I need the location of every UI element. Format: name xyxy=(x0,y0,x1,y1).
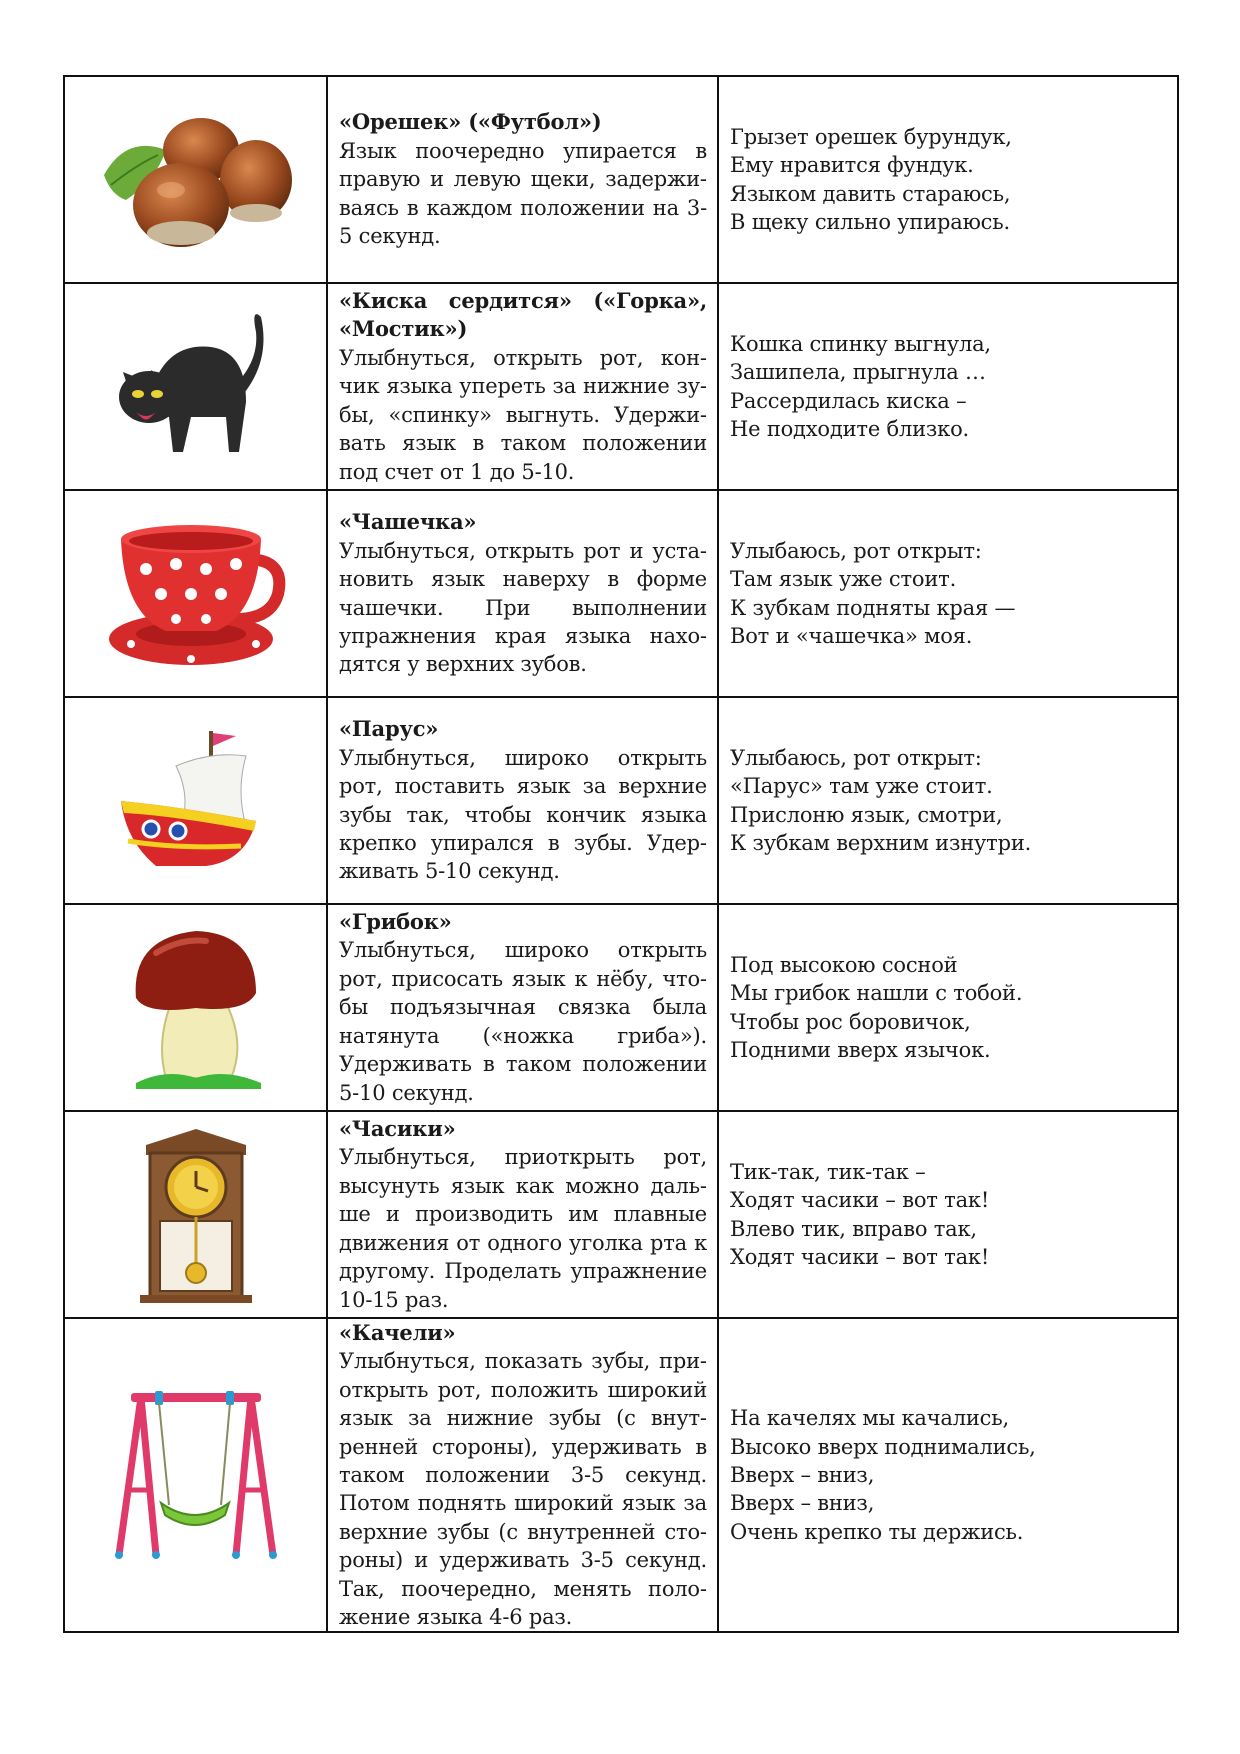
hazelnuts-icon xyxy=(96,105,296,255)
exercise-poem: Улыбаюсь, рот открыт: Там язык уже стоит. К зубкам подняты края — Вот и «чашечка» моя. xyxy=(730,538,1016,648)
exercise-description-cell xyxy=(327,1318,718,1632)
exercise-row-kacheli xyxy=(64,1318,1178,1632)
exercises-table xyxy=(63,75,1179,1633)
exercise-poem-cell xyxy=(718,1318,1178,1632)
exercise-description: Улыбнуться, приоткрыть рот, высунуть язык как можно дальше и производить им плавные движения от одного уголка рта к другому. Проделать упражнение 10-15 раз. xyxy=(339,1145,707,1312)
exercise-image-cell xyxy=(64,904,327,1111)
exercise-poem-cell xyxy=(718,697,1178,904)
exercise-title: «Киска сердится» («Горка», «Мостик») xyxy=(339,288,707,342)
exercise-poem-cell xyxy=(718,76,1178,283)
exercise-description: Язык поочередно упирается в правую и левую щеки, задерживаясь в каждом положении на 3-5 секунд. xyxy=(339,138,707,249)
clock-icon xyxy=(136,1125,256,1305)
exercise-poem-cell xyxy=(718,283,1178,490)
exercise-description-cell xyxy=(327,283,718,490)
exercise-poem: На качелях мы качались, Высоко вверх поднимались, Вверх – вниз, Вверх – вниз, Очень крепко ты держись. xyxy=(730,1406,1036,1544)
exercise-description: Улыбнуться, широко открыть рот, присосать язык к нёбу, чтобы подъязычная связка была натянута («ножка гриба»). Удерживать в таком положении 5-10 секунд. xyxy=(339,938,707,1105)
exercise-poem: Под высокою сосной Мы грибок нашли с тобой. Чтобы рос боровичок, Подними вверх язычок. xyxy=(730,952,1023,1062)
sailboat-icon xyxy=(116,721,276,881)
exercise-poem: Улыбаюсь, рот открыт: «Парус» там уже стоит. Прислоню язык, смотри, К зубкам верхним изнутри. xyxy=(730,745,1032,855)
exercise-poem-cell xyxy=(718,1111,1178,1318)
exercise-row-gribok xyxy=(64,904,1178,1111)
exercise-row-chashechka xyxy=(64,490,1178,697)
exercise-title: «Часики» xyxy=(339,1116,456,1142)
exercise-poem-cell xyxy=(718,490,1178,697)
exercise-description-cell xyxy=(327,1111,718,1318)
exercise-image-cell xyxy=(64,1318,327,1632)
exercise-row-kiska xyxy=(64,283,1178,490)
exercise-image-cell xyxy=(64,490,327,697)
exercise-row-parus xyxy=(64,697,1178,904)
exercise-title: «Качели» xyxy=(339,1320,456,1345)
exercise-image-cell xyxy=(64,283,327,490)
exercise-description-cell xyxy=(327,76,718,283)
exercise-title: «Чашечка» xyxy=(339,509,477,535)
cup-icon xyxy=(106,519,286,669)
exercise-poem: Тик-так, тик-так – Ходят часики – вот так! Влево тик, вправо так, Ходят часики – вот так! xyxy=(730,1159,990,1269)
exercise-description-cell xyxy=(327,904,718,1111)
exercise-description: Улыбнуться, открыть рот и установить язык наверху в форме чашечки. При выполнении упражнения края языка находятся у верхних зубов. xyxy=(339,538,707,677)
exercise-poem: Грызет орешек бурундук, Ему нравится фундук. Языком давить стараюсь, В щеку сильно упираюсь. xyxy=(730,124,1012,234)
exercise-poem-cell xyxy=(718,904,1178,1111)
exercise-description-cell xyxy=(327,490,718,697)
exercise-description: Улыбнуться, широко открыть рот, поставить язык за верхние зубы так, чтобы кончик языка крепко упирался в зубы. Удерживать 5-10 секунд. xyxy=(339,745,707,884)
exercise-poem: Кошка спинку выгнула, Зашипела, прыгнула … Рассердилась киска – Не подходите близко. xyxy=(730,331,991,441)
exercise-image-cell xyxy=(64,1111,327,1318)
exercise-image-cell xyxy=(64,76,327,283)
exercise-description-cell xyxy=(327,697,718,904)
exercise-title: «Грибок» xyxy=(339,909,452,935)
mushroom-icon xyxy=(126,923,266,1093)
exercise-description: Улыбнуться, открыть рот, кончик языка упереть за нижние зубы, «спинку» выгнуть. Удерживать язык в таком положении под счет от 1 до 5-10. xyxy=(339,345,707,484)
exercise-title: «Орешек» («Футбол») xyxy=(339,109,602,135)
exercise-row-oreshek xyxy=(64,76,1178,283)
exercise-row-chasiki xyxy=(64,1111,1178,1318)
swing-icon xyxy=(111,1385,281,1565)
exercise-image-cell xyxy=(64,697,327,904)
exercise-title: «Парус» xyxy=(339,716,439,742)
angry-cat-icon xyxy=(111,302,281,472)
exercise-description: Улыбнуться, показать зубы, приоткрыть рот, положить широкий язык за нижние зубы (с внутренней стороны), удерживать в таком положении 3-5 секунд. Потом поднять широкий язык за верхние зубы (с внутренней стороны) и удерживать 3-5 секунд. Так, поочередно, менять положение языка 4-6 раз. xyxy=(339,1349,707,1630)
